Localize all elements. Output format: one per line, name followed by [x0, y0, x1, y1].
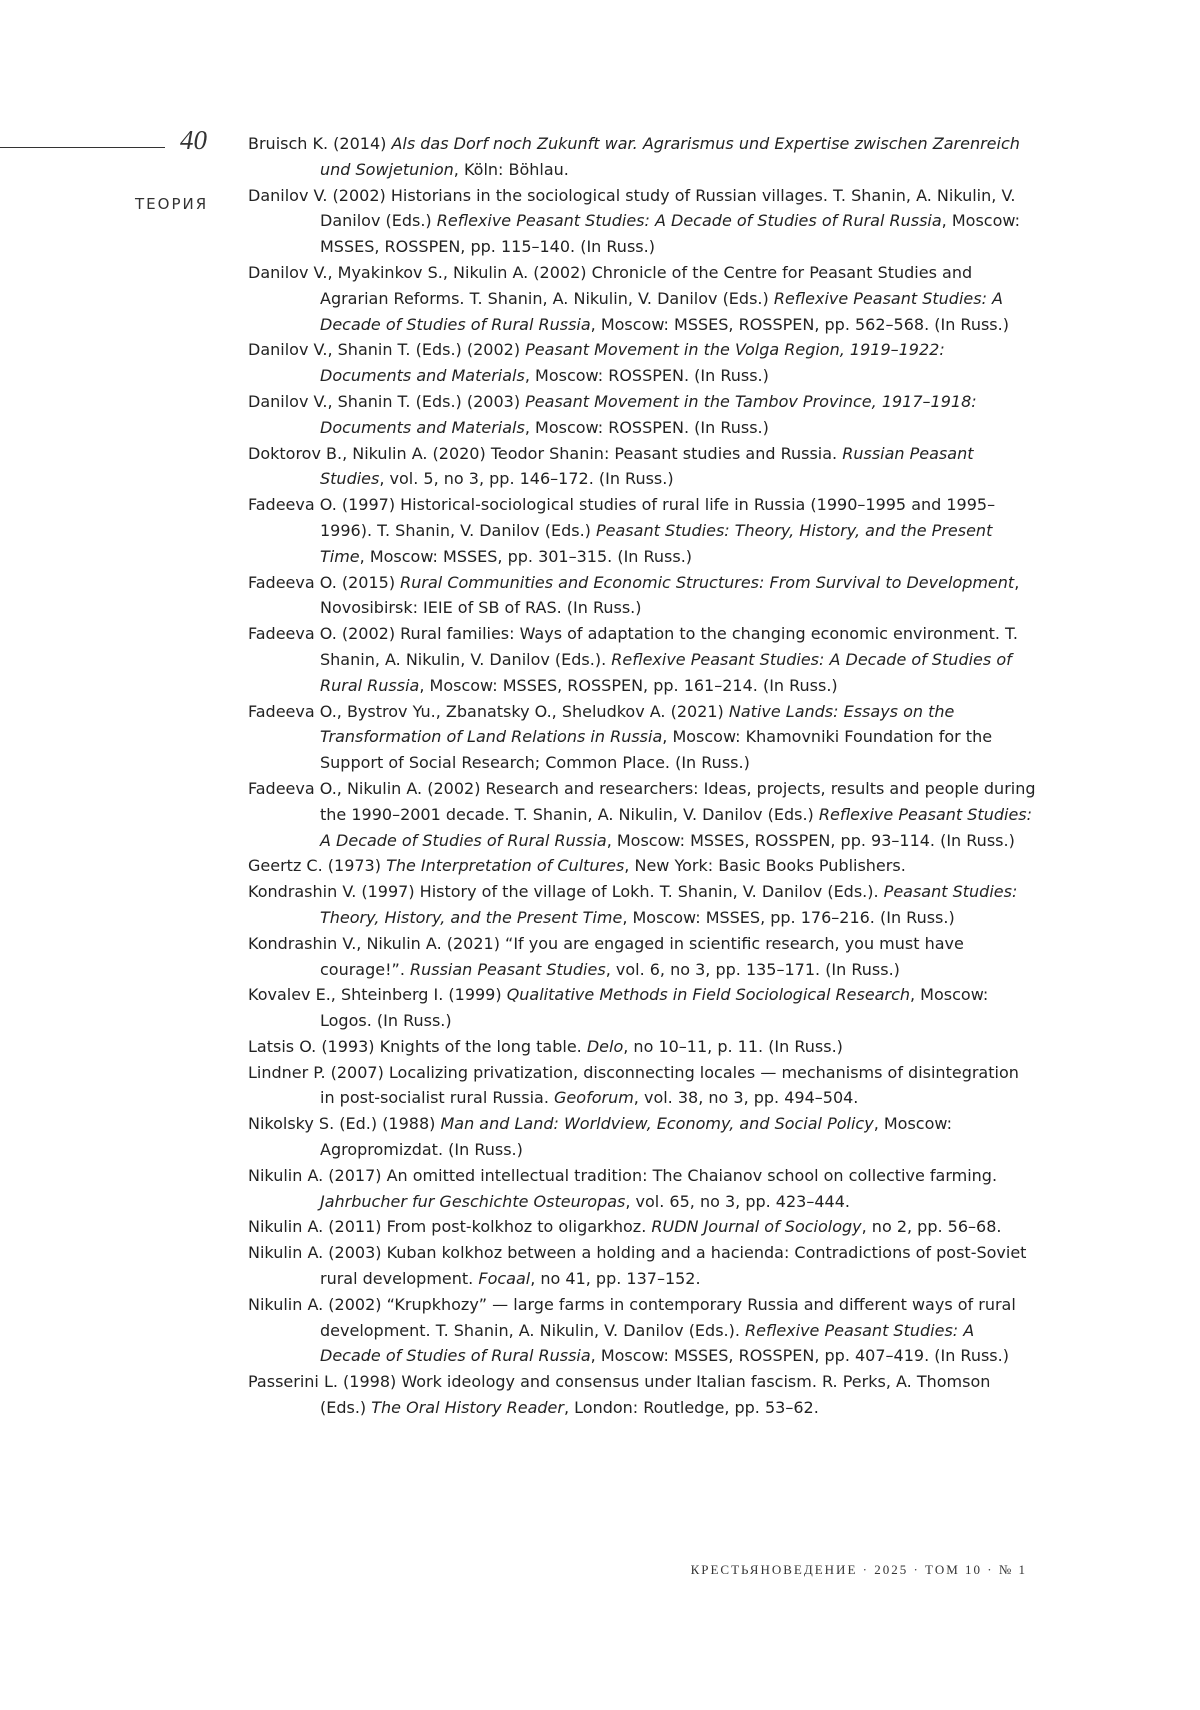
reference-entry — [248, 982, 1038, 1034]
reference-title: Jahrbucher fur Geschichte Osteuropas — [320, 1192, 625, 1211]
reference-title: Man and Land: Worldview, Economy, and Social Policy — [440, 1114, 873, 1133]
section-label: ТЕОРИЯ — [135, 195, 208, 213]
reference-entry — [248, 389, 1038, 441]
reference-text: , Moscow: MSSES, ROSSPEN, pp. 93–114. (In Russ.) — [607, 831, 1015, 850]
reference-text: Lindner P. (2007) Localizing privatization, disconnecting locales — mechanisms of disintegration in post-socialist rural Russia. — [248, 1063, 1019, 1108]
reference-text: Passerini L. (1998) Work ideology and consensus under Italian fascism. R. Perks, A. Thomson (Eds.) — [248, 1372, 990, 1417]
reference-entry — [248, 131, 1038, 183]
reference-entry — [248, 260, 1038, 337]
reference-text: , Moscow: ROSSPEN. (In Russ.) — [525, 418, 769, 437]
reference-title: Delo — [587, 1037, 623, 1056]
reference-entry — [248, 1034, 1038, 1060]
reference-text: Nikulin A. (2002) “Krupkhozy” — large farms in contemporary Russia and different ways of rural development. T. Shanin, A. Nikulin, V. Danilov (Eds.). — [248, 1295, 1016, 1340]
reference-text: Fadeeva O., Bystrov Yu., Zbanatsky O., Sheludkov A. (2021) — [248, 702, 729, 721]
reference-entry — [248, 879, 1038, 931]
reference-title: Reflexive Peasant Studies: A Decade of Studies of Rural Russia — [320, 289, 1003, 334]
reference-title: Als das Dorf noch Zukunft war. Agrarismus und Expertise zwischen Zarenreich und Sowjetunion — [320, 134, 1020, 179]
reference-title: Qualitative Methods in Field Sociological Research — [507, 985, 910, 1004]
reference-text: Nikolsky S. (Ed.) (1988) — [248, 1114, 440, 1133]
reference-text: Nikulin A. (2003) Kuban kolkhoz between a holding and a hacienda: Contradictions of post-Soviet rural development. — [248, 1243, 1026, 1288]
reference-title: The Interpretation of Cultures — [386, 856, 624, 875]
reference-text: , no 2, pp. 56–68. — [862, 1217, 1002, 1236]
reference-entry — [248, 621, 1038, 698]
reference-title: Geoforum — [554, 1088, 634, 1107]
reference-title: The Oral History Reader — [371, 1398, 564, 1417]
reference-text: Kovalev E., Shteinberg I. (1999) — [248, 985, 507, 1004]
reference-title: Peasant Movement in the Tambov Province, 1917–1918: Documents and Materials — [320, 392, 977, 437]
reference-text: , Moscow: Logos. (In Russ.) — [320, 985, 988, 1030]
reference-entry — [248, 1111, 1038, 1163]
reference-entry — [248, 1369, 1038, 1421]
reference-entry — [248, 492, 1038, 569]
reference-text: Danilov V., Myakinkov S., Nikulin A. (2002) Chronicle of the Centre for Peasant Studies and Agrarian Reforms. T. Shanin, A. Nikulin, V. Danilov (Eds.) — [248, 263, 972, 308]
reference-entry — [248, 1240, 1038, 1292]
reference-text: Danilov V. (2002) Historians in the sociological study of Russian villages. T. Shanin, A. Nikulin, V. Danilov (Eds.) — [248, 186, 1015, 231]
reference-text: Latsis O. (1993) Knights of the long table. — [248, 1037, 587, 1056]
reference-title: Rural Communities and Economic Structures: From Survival to Development — [400, 573, 1014, 592]
reference-text: , Moscow: MSSES, ROSSPEN, pp. 115–140. (In Russ.) — [320, 211, 1020, 256]
reference-text: , vol. 38, no 3, pp. 494–504. — [634, 1088, 859, 1107]
page-number: 40 — [180, 125, 207, 156]
reference-text: Fadeeva O. (2015) — [248, 573, 400, 592]
reference-text: Geertz C. (1973) — [248, 856, 386, 875]
reference-title: Russian Peasant Studies — [320, 444, 973, 489]
reference-list — [248, 131, 1038, 1421]
reference-text: , Moscow: MSSES, ROSSPEN, pp. 161–214. (In Russ.) — [419, 676, 837, 695]
reference-text: , no 10–11, p. 11. (In Russ.) — [623, 1037, 843, 1056]
reference-text: Danilov V., Shanin T. (Eds.) (2002) — [248, 340, 525, 359]
reference-entry — [248, 931, 1038, 983]
reference-title: Reflexive Peasant Studies: A Decade of Studies of Rural Russia — [320, 805, 1032, 850]
reference-title: Reflexive Peasant Studies: A Decade of Studies of Rural Russia — [320, 1321, 974, 1366]
reference-text: , Moscow: ROSSPEN. (In Russ.) — [525, 366, 769, 385]
reference-title: Focaal — [478, 1269, 530, 1288]
reference-text: Kondrashin V. (1997) History of the village of Lokh. T. Shanin, V. Danilov (Eds.). — [248, 882, 884, 901]
reference-text: Nikulin A. (2011) From post-kolkhoz to oligarkhoz. — [248, 1217, 651, 1236]
reference-title: Peasant Studies: Theory, History, and the Present Time — [320, 521, 992, 566]
reference-text: , New York: Basic Books Publishers. — [624, 856, 905, 875]
reference-text: , Moscow: Agropromizdat. (In Russ.) — [320, 1114, 952, 1159]
reference-text: , no 41, pp. 137–152. — [530, 1269, 700, 1288]
reference-entry — [248, 183, 1038, 260]
reference-text: Kondrashin V., Nikulin A. (2021) “If you are engaged in scientific research, you must have courage!”. — [248, 934, 964, 979]
reference-entry — [248, 337, 1038, 389]
reference-entry — [248, 1214, 1038, 1240]
reference-title: Peasant Studies: Theory, History, and the Present Time — [320, 882, 1017, 927]
reference-text: , Moscow: MSSES, pp. 301–315. (In Russ.) — [360, 547, 692, 566]
reference-entry — [248, 1163, 1038, 1215]
reference-entry — [248, 441, 1038, 493]
reference-text: , Köln: Böhlau. — [454, 160, 569, 179]
reference-title: Peasant Movement in the Volga Region, 1919–1922: Documents and Materials — [320, 340, 945, 385]
reference-text: , Moscow: MSSES, ROSSPEN, pp. 562–568. (In Russ.) — [591, 315, 1009, 334]
reference-title: Native Lands: Essays on the Transformation of Land Relations in Russia — [320, 702, 954, 747]
reference-entry — [248, 776, 1038, 853]
reference-text: Nikulin A. (2017) An omitted intellectual tradition: The Chaianov school on collective farming. — [248, 1166, 997, 1185]
reference-title: RUDN Journal of Sociology — [651, 1217, 861, 1236]
reference-text: , vol. 5, no 3, pp. 146–172. (In Russ.) — [379, 469, 673, 488]
reference-text: , Novosibirsk: IEIE of SB of RAS. (In Russ.) — [320, 573, 1019, 618]
reference-entry — [248, 699, 1038, 776]
reference-title: Russian Peasant Studies — [410, 960, 606, 979]
reference-text: Fadeeva O. (2002) Rural families: Ways of adaptation to the changing economic environment. T. Shanin, A. Nikulin, V. Danilov (Eds.). — [248, 624, 1018, 669]
reference-text: , Moscow: Khamovniki Foundation for the Support of Social Research; Common Place. (In Russ.) — [320, 727, 992, 772]
reference-entry — [248, 853, 1038, 879]
running-footer: КРЕСТЬЯНОВЕДЕНИЕ · 2025 · ТОМ 10 · № 1 — [691, 1562, 1027, 1578]
reference-entry — [248, 1060, 1038, 1112]
reference-text: Bruisch K. (2014) — [248, 134, 391, 153]
reference-title: Reflexive Peasant Studies: A Decade of Studies of Rural Russia — [437, 211, 942, 230]
reference-text: , vol. 6, no 3, pp. 135–171. (In Russ.) — [606, 960, 900, 979]
reference-text: , Moscow: MSSES, pp. 176–216. (In Russ.) — [622, 908, 954, 927]
reference-text: Danilov V., Shanin T. (Eds.) (2003) — [248, 392, 525, 411]
reference-text: Fadeeva O. (1997) Historical-sociological studies of rural life in Russia (1990–1995 and 1995–1996). T. Shanin, V. Danilov (Eds.) — [248, 495, 995, 540]
reference-text: , London: Routledge, pp. 53–62. — [564, 1398, 819, 1417]
reference-text: Fadeeva O., Nikulin A. (2002) Research and researchers: Ideas, projects, results and people during the 1990–2001 decade. T. Shanin, A. Nikulin, V. Danilov (Eds.) — [248, 779, 1036, 824]
reference-text: , Moscow: MSSES, ROSSPEN, pp. 407–419. (In Russ.) — [591, 1346, 1009, 1365]
reference-entry — [248, 1292, 1038, 1369]
reference-title: Reflexive Peasant Studies: A Decade of Studies of Rural Russia — [320, 650, 1012, 695]
header-rule — [0, 147, 165, 148]
reference-entry — [248, 570, 1038, 622]
reference-text: , vol. 65, no 3, pp. 423–444. — [625, 1192, 850, 1211]
reference-text: Doktorov B., Nikulin A. (2020) Teodor Shanin: Peasant studies and Russia. — [248, 444, 842, 463]
